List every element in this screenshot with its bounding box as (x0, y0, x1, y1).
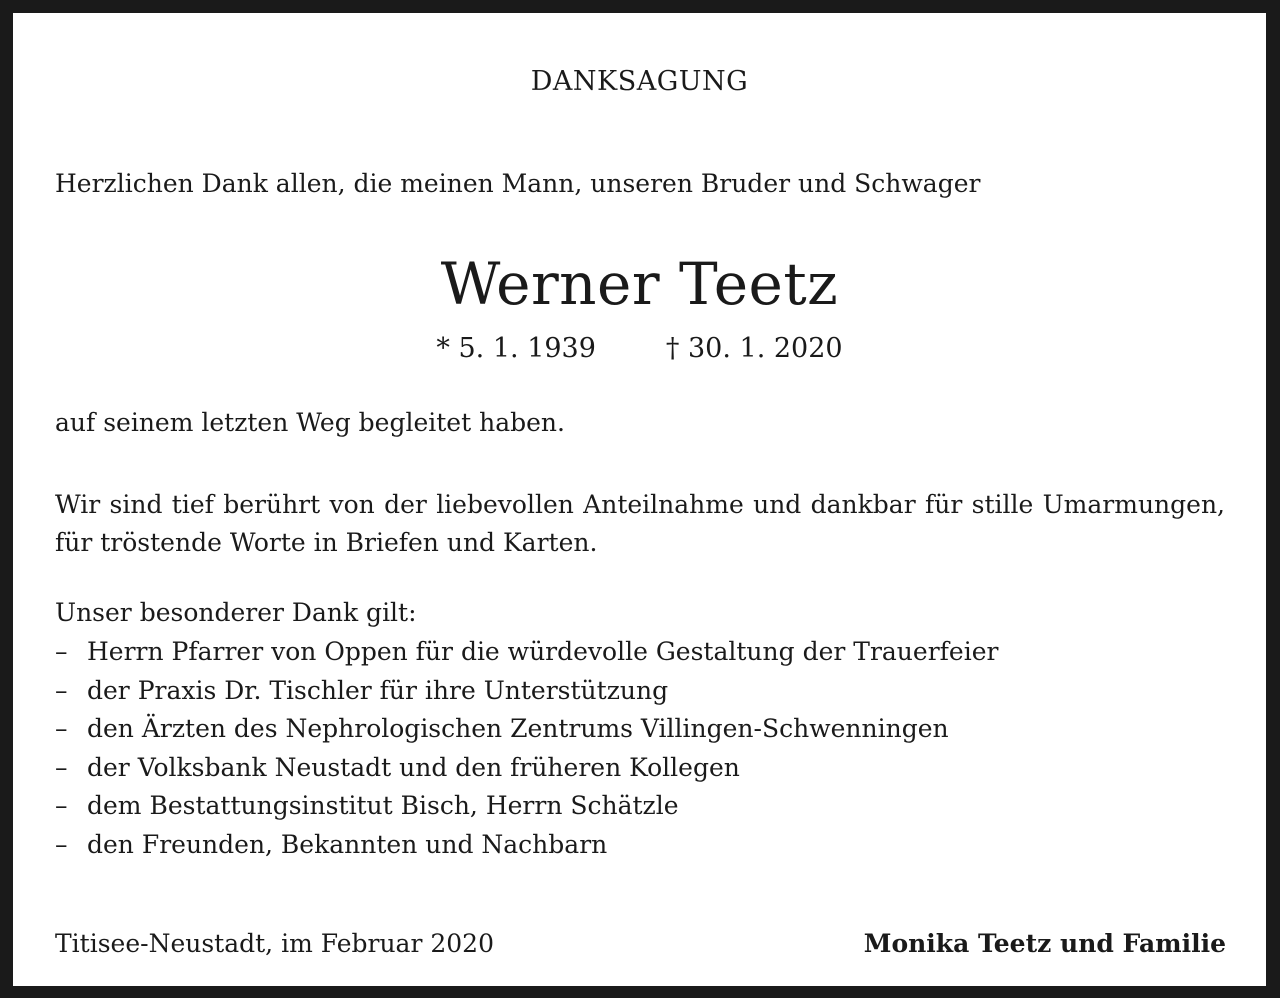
life-dates (13, 335, 1266, 362)
death-date: † 30. 1. 2020 (665, 333, 843, 364)
list-item (55, 710, 998, 749)
special-thanks-intro: Unser besonderer Dank gilt: (55, 598, 417, 627)
dash-bullet: – (55, 829, 68, 859)
dash-bullet: – (55, 637, 68, 666)
list-item (55, 672, 998, 711)
birth-date: * 5. 1. 1939 (436, 333, 596, 364)
dash-bullet: – (55, 675, 68, 705)
last-way-text: auf seinem letzten Weg begleitet haben. (55, 408, 565, 437)
dash-bullet: – (55, 791, 68, 821)
gratitude-paragraph (55, 486, 1225, 562)
intro-text: Herzlichen Dank allen, die meinen Mann, unseren Bruder und Schwager (55, 169, 981, 198)
list-item (55, 633, 998, 672)
list-item-text: der Volksbank Neustadt und den früheren Kollegen (87, 752, 740, 782)
deceased-name: Werner Teetz (440, 250, 839, 318)
list-item-text: der Praxis Dr. Tischler für ihre Unterstützung (87, 675, 669, 705)
dash-bullet: – (55, 714, 68, 744)
special-thanks-list (55, 633, 998, 865)
gratitude-line-2: für tröstende Worte in Briefen und Karten. (55, 528, 598, 557)
place-date: Titisee-Neustadt, im Februar 2020 (55, 929, 494, 958)
list-item (55, 826, 998, 865)
list-item-text: den Ärzten des Nephrologischen Zentrums Villingen-Schwenningen (87, 714, 949, 744)
list-item (55, 787, 998, 826)
notice-heading: DANKSAGUNG (530, 66, 749, 97)
gratitude-line-1: Wir sind tief berührt von der liebevollen Anteilnahme und dankbar für stille Umarmungen, (55, 490, 1225, 519)
signature: Monika Teetz und Familie (863, 929, 1226, 958)
list-item-text: dem Bestattungsinstitut Bisch, Herrn Schätzle (87, 791, 679, 821)
list-item-text: den Freunden, Bekannten und Nachbarn (87, 829, 608, 859)
dash-bullet: – (55, 752, 68, 782)
list-item-text: Herrn Pfarrer von Oppen für die würdevolle Gestaltung der Trauerfeier (87, 637, 999, 666)
list-item (55, 749, 998, 788)
